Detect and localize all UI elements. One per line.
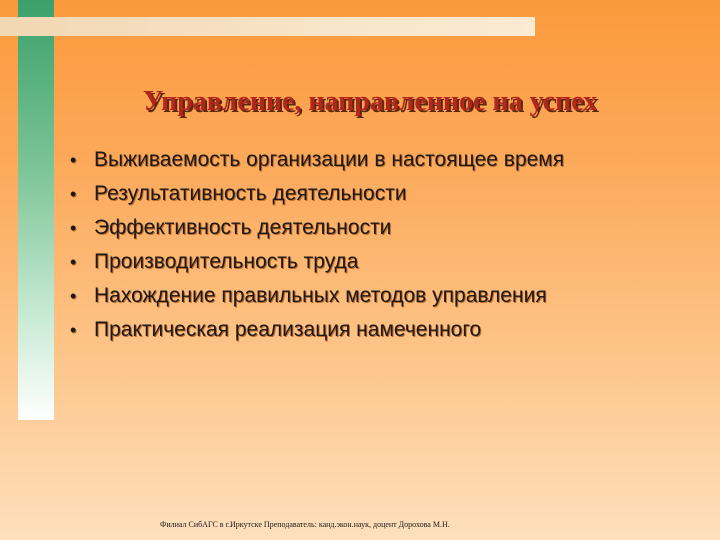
bullet-text: Нахождение правильных методов управления <box>94 284 547 307</box>
bullet-marker: • <box>70 320 77 340</box>
decorative-horizontal-bar <box>0 17 535 36</box>
bullet-list <box>70 148 564 352</box>
bullet-marker: • <box>70 286 77 306</box>
slide-footer: Филиал СибАГС в г.Иркутске Преподаватель: канд.экон.наук, доцент Дорохова М.Н. <box>160 520 450 529</box>
bullet-text: Результативность деятельности <box>94 182 407 205</box>
bullet-item <box>70 182 564 216</box>
bullet-item <box>70 318 564 352</box>
bullet-text: Практическая реализация намеченного <box>94 318 482 341</box>
bullet-marker: • <box>70 150 77 170</box>
bullet-text: Эффективность деятельности <box>94 216 392 239</box>
bullet-item <box>70 250 564 284</box>
bullet-item <box>70 216 564 250</box>
decorative-vertical-bar <box>18 0 54 420</box>
bullet-item <box>70 148 564 182</box>
bullet-marker: • <box>70 184 77 204</box>
bullet-marker: • <box>70 218 77 238</box>
bullet-item <box>70 284 564 318</box>
slide-title: Управление, направленное на успех <box>142 86 598 117</box>
bullet-marker: • <box>70 252 77 272</box>
bullet-text: Выживаемость организации в настоящее время <box>94 148 565 171</box>
bullet-text: Производительность труда <box>94 250 359 273</box>
